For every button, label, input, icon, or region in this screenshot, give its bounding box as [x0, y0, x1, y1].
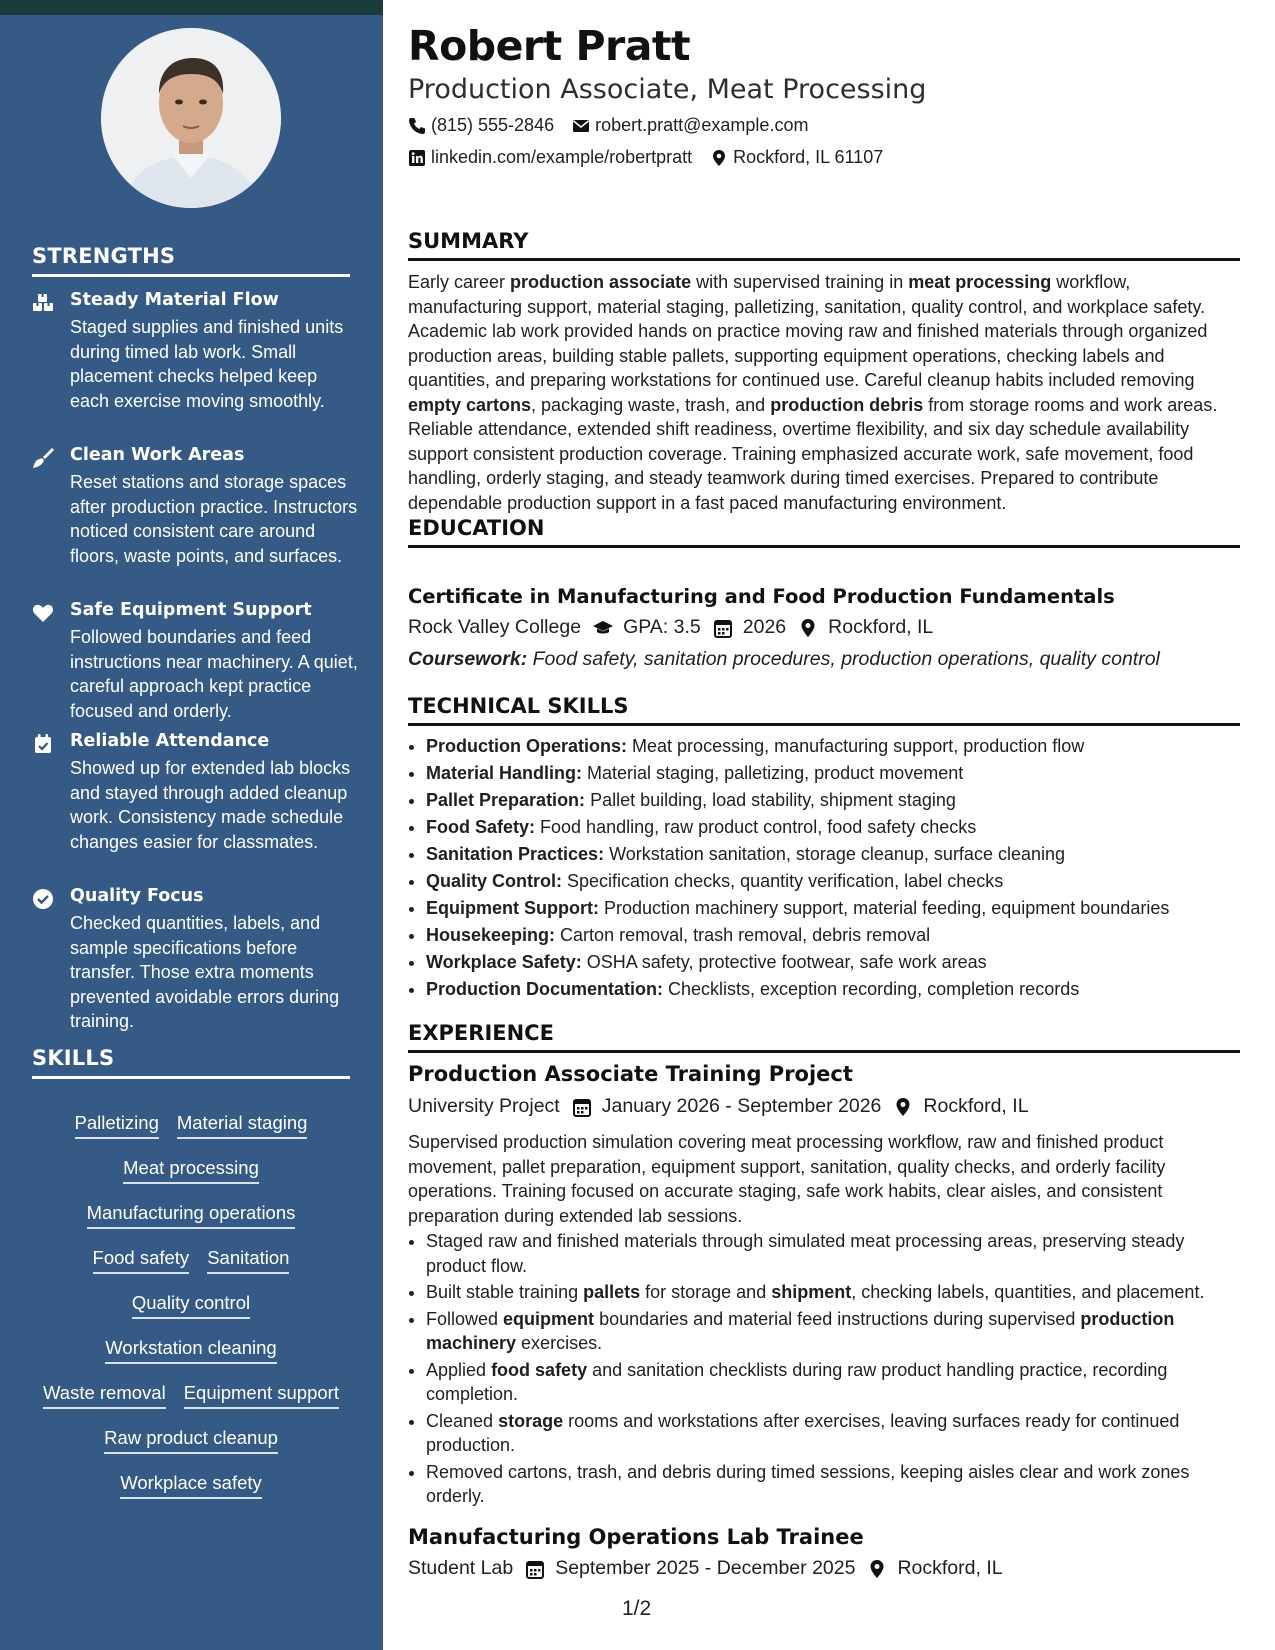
graduation-cap-icon: [593, 618, 613, 638]
school-name: Rock Valley College: [408, 616, 582, 638]
job-meta: [408, 1557, 1003, 1580]
strength-title: Quality Focus: [70, 886, 204, 906]
candidate-name: Robert Pratt: [408, 22, 691, 70]
calendar-icon: [713, 618, 733, 638]
strength-description: Staged supplies and finished units during timed lab work. Small placement checks helped keep each exercise moving smoothly.: [70, 317, 344, 411]
coursework: Coursework: Food safety, sanitation procedures, production operations, quality control: [408, 648, 1160, 670]
job-org: University Project: [408, 1095, 560, 1117]
tech-skill-item: • Production Operations: Meat processing, manufacturing support, production flow: [426, 733, 1246, 760]
contact-row: [408, 147, 883, 168]
strengths-heading: STRENGTHS: [32, 244, 350, 277]
summary-heading: SUMMARY: [408, 229, 1240, 261]
tech-skill-item: • Quality Control: Specification checks, quantity verification, label checks: [426, 868, 1246, 895]
education-heading: EDUCATION: [408, 516, 1240, 548]
job-bullet: • Built stable training pallets for storage and shipment, checking labels, quantities, and placement.: [426, 1280, 1246, 1305]
broom-icon: [32, 447, 54, 469]
linkedin-link[interactable]: linkedin.com/example/robertpratt: [431, 147, 693, 167]
skill-chip: Meat processing: [123, 1157, 259, 1184]
strength-title: Steady Material Flow: [70, 290, 279, 310]
summary-text: Early career production associate with supervised training in meat processing workflow, manufacturing support, material staging, palletizing, sanitation, quality control, and workplace safety. Academic lab work provided hands on practice moving raw and finished materials through organized production areas, building stable pallets, supporting equipment operations, checking labels and quantities, and preparing workstations for continued use. Careful cleanup habits included removing empty cartons, packaging waste, trash, and production debris from storage rooms and work areas. Reliable attendance, extended shift readiness, overtime flexibility, and six day schedule availability support consistent production coverage. Training emphasized accurate work, safe movement, food handling, orderly staging, and steady teamwork during timed exercises. Prepared to contribute dependable production support in a fast paced manufacturing environment.: [408, 272, 1218, 513]
map-pin-icon: [798, 618, 818, 638]
tech-skill-item: • Sanitation Practices: Workstation sanitation, storage cleanup, surface cleaning: [426, 841, 1246, 868]
strength-title: Reliable Attendance: [70, 731, 270, 751]
calendar-check-icon: [32, 733, 54, 755]
contact-row: [408, 115, 808, 136]
job-bullet: • Applied food safety and sanitation checklists during raw product handling practice, recording completion.: [426, 1358, 1246, 1407]
job-summary: Supervised production simulation covering meat processing workflow, raw and finished product movement, pallet preparation, equipment support, sanitation, quality checks, and orderly facility operations. Training focused on accurate staging, safe work habits, clear aisles, and consistent preparation during extended lab sessions.: [408, 1132, 1166, 1226]
skills-list: [32, 1112, 350, 1517]
strength-title: Safe Equipment Support: [70, 600, 312, 620]
degree-title: Certificate in Manufacturing and Food Production Fundamentals: [408, 585, 1115, 608]
candidate-role: Production Associate, Meat Processing: [408, 74, 927, 105]
skill-chip: Raw product cleanup: [104, 1427, 278, 1454]
check-circle-icon: [32, 888, 54, 910]
strength-description: Reset stations and storage spaces after production practice. Instructors noticed consistent care around floors, waste points, and surfaces.: [70, 472, 358, 566]
strength-description: Followed boundaries and feed instructions near machinery. A quiet, careful approach kept practice focused and orderly.: [70, 627, 358, 721]
education-location: Rockford, IL: [828, 616, 934, 638]
strength-description: Checked quantities, labels, and sample specifications before transfer. Those extra moments prevented avoidable errors during training.: [70, 913, 340, 1031]
strength-description: Showed up for extended lab blocks and stayed through added cleanup work. Consistency made schedule changes easier for classmates.: [70, 758, 351, 852]
map-pin-icon: [867, 1559, 887, 1579]
skill-chip: Equipment support: [184, 1382, 339, 1409]
technical-skills-heading: TECHNICAL SKILLS: [408, 694, 1240, 726]
sidebar: [0, 15, 383, 1650]
job-location: Rockford, IL: [923, 1095, 1029, 1117]
tech-skill-item: • Housekeeping: Carton removal, trash removal, debris removal: [426, 922, 1246, 949]
job-title: Manufacturing Operations Lab Trainee: [408, 1525, 864, 1549]
calendar-icon: [572, 1097, 592, 1117]
skill-chip: Palletizing: [75, 1112, 159, 1139]
education-meta: [408, 616, 933, 639]
technical-skills-list: [408, 733, 1246, 1003]
strength-title: Clean Work Areas: [70, 445, 245, 465]
map-pin-icon: [893, 1097, 913, 1117]
job-org: Student Lab: [408, 1557, 514, 1579]
skill-chip: Workstation cleaning: [105, 1337, 276, 1364]
skill-chip: Manufacturing operations: [87, 1202, 296, 1229]
avatar: [101, 28, 281, 208]
skill-chip: Workplace safety: [120, 1472, 262, 1499]
job-location: Rockford, IL: [897, 1557, 1003, 1579]
boxes-icon: [32, 292, 54, 314]
job-dates: January 2026 - September 2026: [601, 1095, 882, 1117]
job-bullet: • Followed equipment boundaries and material feed instructions during supervised production machinery exercises.: [426, 1307, 1246, 1356]
job-meta: [408, 1095, 1029, 1118]
job-bullet: • Cleaned storage rooms and workstations after exercises, leaving surfaces ready for continued production.: [426, 1409, 1246, 1458]
gpa-text: GPA: 3.5: [623, 616, 701, 638]
skills-heading: SKILLS: [32, 1046, 350, 1079]
top-accent-bar: [0, 0, 383, 15]
page-number: 1/2: [622, 1597, 652, 1620]
job-dates: September 2025 - December 2025: [555, 1557, 856, 1579]
phone-icon: [408, 117, 426, 135]
job-title: Production Associate Training Project: [408, 1062, 853, 1086]
skill-chip: Material staging: [177, 1112, 308, 1139]
skill-chip: Quality control: [132, 1292, 250, 1319]
phone-text: (815) 555-2846: [431, 115, 555, 135]
calendar-icon: [525, 1559, 545, 1579]
job-bullets: [408, 1229, 1246, 1511]
envelope-icon: [572, 117, 590, 135]
tech-skill-item: • Equipment Support: Production machinery support, material feeding, equipment boundaries: [426, 895, 1246, 922]
tech-skill-item: • Production Documentation: Checklists, exception recording, completion records: [426, 976, 1246, 1003]
skill-chip: Food safety: [93, 1247, 190, 1274]
heart-icon: [32, 602, 54, 624]
job-bullet: • Removed cartons, trash, and debris during timed sessions, keeping aisles clear and work zones orderly.: [426, 1460, 1246, 1509]
tech-skill-item: • Food Safety: Food handling, raw product control, food safety checks: [426, 814, 1246, 841]
map-pin-icon: [710, 149, 728, 167]
job-bullet: • Staged raw and finished materials through simulated meat processing areas, preserving steady product flow.: [426, 1229, 1246, 1278]
linkedin-icon: [408, 149, 426, 167]
tech-skill-item: • Material Handling: Material staging, palletizing, product movement: [426, 760, 1246, 787]
skill-chip: Sanitation: [207, 1247, 289, 1274]
experience-heading: EXPERIENCE: [408, 1021, 1240, 1053]
location-text: Rockford, IL 61107: [733, 147, 884, 167]
tech-skill-item: • Workplace Safety: OSHA safety, protective footwear, safe work areas: [426, 949, 1246, 976]
email-link[interactable]: robert.pratt@example.com: [595, 115, 809, 135]
skill-chip: Waste removal: [43, 1382, 166, 1409]
education-year: 2026: [742, 616, 787, 638]
tech-skill-item: • Pallet Preparation: Pallet building, load stability, shipment staging: [426, 787, 1246, 814]
